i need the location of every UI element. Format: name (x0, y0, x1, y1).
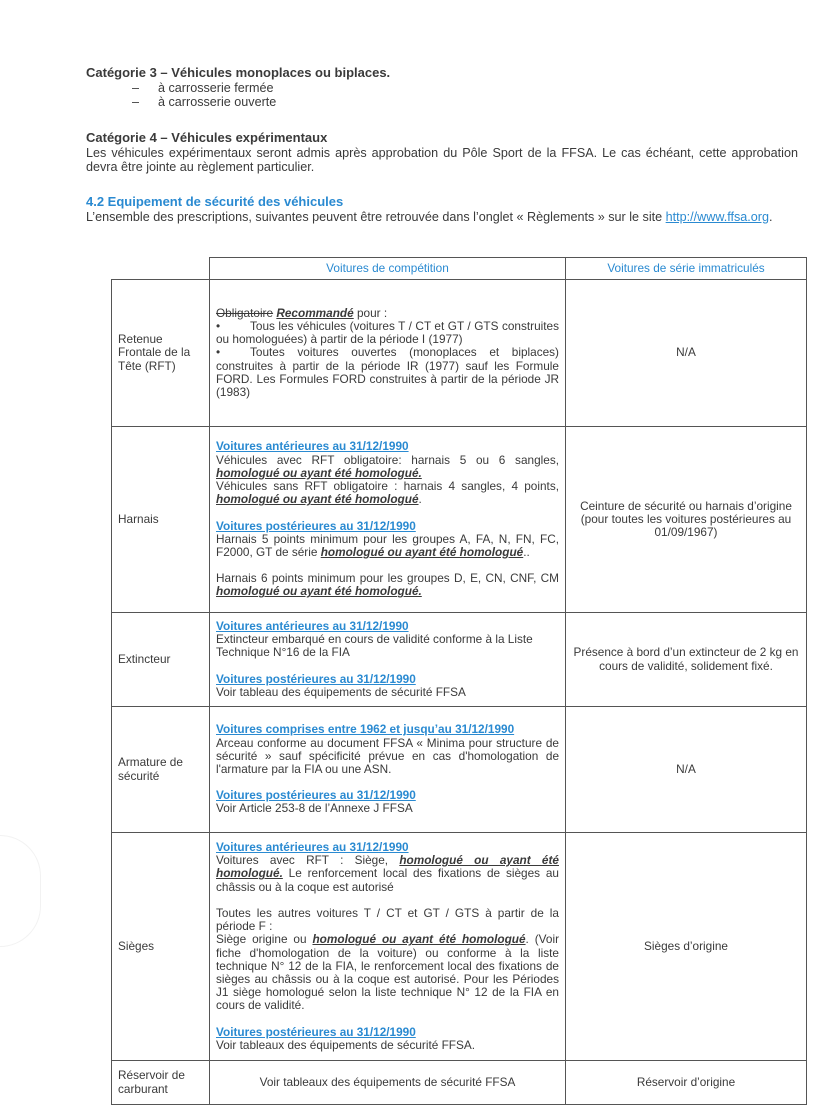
sub-heading: Voitures comprises entre 1962 et jusqu’au 31/12/1990 (216, 722, 515, 737)
table-header-row (112, 258, 807, 280)
rft-bullet-2 (216, 346, 559, 399)
competition-cell (210, 833, 566, 1061)
serie-cell: N/A (566, 280, 807, 427)
serie-cell: Ceinture de sécurité ou harnais d’origine (pour toutes les voitures postérieures au 01/09/1967) (566, 427, 807, 613)
row-label: Réservoir de carburant (112, 1061, 210, 1105)
homologue-emphasis: homologué ou ayant été homologué. (216, 853, 559, 881)
table-row-sieges (112, 833, 807, 1061)
dash-bullet: – (132, 80, 140, 95)
list-item-text: à carrosserie ouverte (158, 95, 277, 110)
bullet-icon: • (216, 345, 221, 360)
paragraph (216, 480, 559, 506)
sub-heading: Voitures antérieures au 31/12/1990 (216, 439, 409, 454)
competition-cell (210, 613, 566, 707)
sub-heading: Voitures postérieures au 31/12/1990 (216, 518, 416, 533)
categorie-4-title: Catégorie 4 – Véhicules expérimentaux (86, 130, 328, 145)
competition-cell (210, 707, 566, 833)
serie-cell: N/A (566, 707, 807, 833)
table-row-reservoir (112, 1061, 807, 1105)
row-label: Sièges (112, 833, 210, 1061)
categorie-3-title: Catégorie 3 – Véhicules monoplaces ou biplaces. (86, 65, 391, 80)
homologue-emphasis: homologué ou ayant été homologué. (216, 584, 422, 599)
list-item (86, 81, 798, 96)
text: . (Voir fiche d'homologation de la voiture) ou conforme à la liste technique N° 12 de la FIA, le renforcement local des fixations de sièges au châssis ou à la coque est autorisé. Pour les Périodes J1 siège homologué selon la liste technique N° 12 de la FIA en cours de validité. (216, 932, 559, 1013)
homologue-emphasis: homologué ou ayant été homologué (216, 492, 419, 507)
list-item (86, 95, 798, 110)
intro-tail: pour : (353, 305, 388, 320)
paragraph: Voir tableaux des équipements de sécurité FFSA. (216, 1037, 476, 1052)
sub-heading: Voitures antérieures au 31/12/1990 (216, 618, 409, 633)
text: Le renforcement local des fixations de sièges au châssis ou à la coque est autorisé (216, 866, 559, 894)
table-row-extincteur (112, 613, 807, 707)
dash-bullet: – (132, 95, 140, 110)
sub-heading: Voitures postérieures au 31/12/1990 (216, 671, 416, 686)
homologue-emphasis: homologué ou ayant été homologué (312, 932, 526, 947)
text: .. (523, 544, 530, 559)
serie-cell: Sièges d’origine (566, 833, 807, 1061)
sub-heading: Voitures postérieures au 31/12/1990 (216, 788, 416, 803)
paragraph: Voir tableau des équipements de sécurité FFSA (216, 684, 466, 699)
homologue-emphasis: homologué ou ayant été homologué. (216, 465, 422, 480)
paragraph: Arceau conforme au document FFSA « Minima pour structure de sécurité » sauf spécificité prévue en cas d'homologation de l'armature par la FIA ou une ASN. (216, 735, 559, 776)
text: Véhicules sans RFT obligatoire : harnais 4 sangles, 4 points, (216, 479, 559, 494)
text: Harnais 6 points minimum pour les groupes D, E, CN, CNF, CM (216, 571, 559, 586)
faint-stamp-mark (0, 835, 41, 947)
paragraph (216, 854, 559, 894)
competition-cell: Voir tableaux des équipements de sécurité FFSA (210, 1061, 566, 1105)
section-4-2-intro: L’ensemble des prescriptions, suivantes peuvent être retrouvée dans l’onglet « Règlements » sur le site (86, 209, 663, 224)
link-period: . (769, 209, 773, 224)
table-row-rft (112, 280, 807, 427)
section-4-2-title: 4.2 Equipement de sécurité des véhicules (86, 194, 344, 209)
header-serie: Voitures de série immatriculés (566, 258, 807, 280)
text: Siège origine ou (216, 932, 313, 947)
list-item-text: à carrosserie fermée (158, 80, 274, 95)
row-label: Extincteur (112, 613, 210, 707)
bullet-icon: • (216, 318, 221, 333)
sub-heading: Voitures antérieures au 31/12/1990 (216, 840, 409, 855)
competition-cell (210, 280, 566, 427)
recommande-word: Recommandé (276, 305, 354, 320)
text: Harnais 5 points minimum pour les groupes A, FA, N, FN, FC, F2000, GT de série (216, 531, 559, 559)
serie-cell: Présence à bord d’un extincteur de 2 kg en cours de validité, solidement fixé. (566, 613, 807, 707)
paragraph: Extincteur embarqué en cours de validité conforme à la Liste Technique N°16 de la FIA (216, 632, 533, 660)
bullet-text: Tous les véhicules (voitures T / CT et GT / GTS construites ou homologuées) à partir de la période I (1977) (216, 318, 559, 347)
text: Voitures avec RFT : Siège, (216, 853, 400, 868)
section-4-2 (86, 195, 798, 224)
ffsa-link[interactable]: http://www.ffsa.org (665, 209, 770, 224)
serie-cell: Réservoir d’origine (566, 1061, 807, 1105)
section-4-2-text (86, 210, 798, 225)
header-competition: Voitures de compétition (210, 258, 566, 280)
paragraph (216, 933, 559, 1012)
paragraph: Voir Article 253-8 de l’Annexe J FFSA (216, 801, 413, 816)
categorie-3-section (86, 66, 798, 110)
paragraph: Toutes les autres voitures T / CT et GT / GTS à partir de la période F : (216, 905, 559, 934)
categorie-4-text: Les véhicules expérimentaux seront admis après approbation du Pôle Sport de la FFSA. Le cas échéant, cette approbation devra être jointe au règlement particulier. (86, 145, 798, 175)
paragraph (216, 533, 559, 559)
row-label: Harnais (112, 427, 210, 613)
paragraph (216, 454, 559, 480)
sub-heading: Voitures postérieures au 31/12/1990 (216, 1024, 416, 1039)
row-label: Armature de sécurité (112, 707, 210, 833)
text: Véhicules avec RFT obligatoire: harnais 5 ou 6 sangles, (216, 452, 559, 467)
row-label: Retenue Frontale de la Tête (RFT) (112, 280, 210, 427)
safety-equipment-table (111, 257, 807, 1105)
table-row-harnais (112, 427, 807, 613)
table-row-armature (112, 707, 807, 833)
bullet-text: Toutes voitures ouvertes (monoplaces et biplaces) construites à partir de la période IR (1977) sauf les Formule FORD. Les Formules FORD construites à partir de la période JR (1983) (216, 345, 559, 399)
struck-word: Obligatoire (216, 305, 274, 320)
homologue-emphasis: homologué ou ayant été homologué (320, 544, 524, 559)
text: . (418, 492, 422, 507)
categorie-4-section (86, 131, 798, 175)
competition-cell (210, 427, 566, 613)
rft-bullet-1 (216, 320, 559, 346)
paragraph (216, 572, 559, 598)
empty-header-cell (112, 258, 210, 280)
